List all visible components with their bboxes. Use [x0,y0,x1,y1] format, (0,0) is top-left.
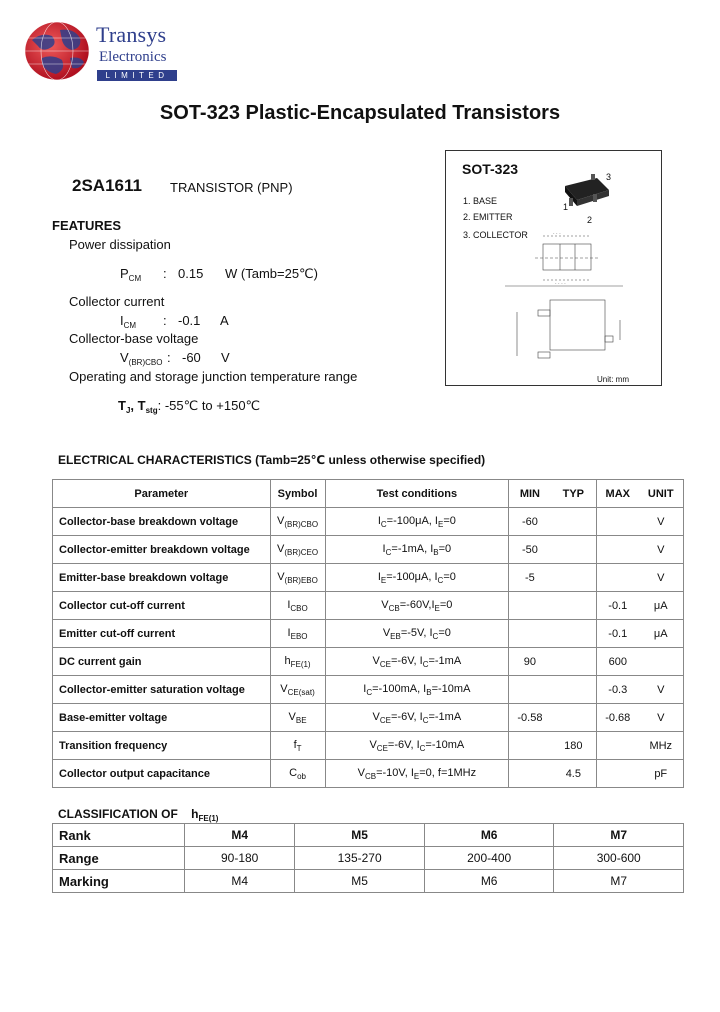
brand-subtitle: Electronics [99,49,167,65]
icm-value: -0.1 [178,313,201,328]
pcm-symbol: $P_{CM}$ [120,266,142,283]
unit-cell: V [638,508,683,536]
rank-label: Rank [53,824,185,847]
typ-cell [551,620,597,648]
table-row [53,676,684,704]
symbol-cell: $V_{CE(sat)}$ [270,676,325,704]
parameter-cell: Collector cut-off current [53,592,271,620]
vcbo-unit: V [221,350,230,365]
symbol-cell: $V_{(BR)EBO}$ [270,564,325,592]
pin-number-1: 1 [563,202,569,212]
header-parameter: Parameter [53,480,271,508]
unit-cell [638,648,683,676]
max-cell: -0.68 [597,704,639,732]
min-cell [509,676,551,704]
electrical-characteristics-heading: ELECTRICAL CHARACTERISTICS (Tamb=25℃ unless otherwise specified) [58,453,486,467]
min-cell [509,592,551,620]
symbol-cell: $I_{CBO}$ [270,592,325,620]
typ-cell [551,648,597,676]
table-row [53,760,684,788]
table-row [53,536,684,564]
table-row [53,704,684,732]
unit-cell: V [638,704,683,732]
class-row-rank [53,824,684,847]
rank-cell: M6 [424,824,554,847]
classification-heading: CLASSIFICATION OF $h_{FE(1)}$ [58,807,219,823]
header-conditions: Test conditions [325,480,509,508]
table-row [53,648,684,676]
typ-cell [551,536,597,564]
parameter-cell: Collector-base breakdown voltage [53,508,271,536]
package-title: SOT-323 [462,161,519,177]
package-unit-note: Unit: mm [597,375,629,384]
range-cell: 300-600 [554,847,684,870]
typ-cell: 180 [551,732,597,760]
typ-cell: 4.5 [551,760,597,788]
conditions-cell: $V_{CE}=-6V$, $I_C=-1mA$ [325,704,509,732]
conditions-cell: $V_{CE}=-6V$, $I_C=-1mA$ [325,648,509,676]
header-max: MAX [597,480,639,508]
unit-cell: μA [638,620,683,648]
table-row [53,564,684,592]
features-heading: FEATURES [52,218,122,233]
parameter-cell: Collector output capacitance [53,760,271,788]
pin-emitter-label: 2. EMITTER [463,212,513,222]
min-cell [509,620,551,648]
min-cell: 90 [509,648,551,676]
parameter-cell: Emitter-base breakdown voltage [53,564,271,592]
min-cell: -50 [509,536,551,564]
brand-name: Transys [96,22,167,47]
header-symbol: Symbol [270,480,325,508]
parameter-cell: Collector-emitter saturation voltage [53,676,271,704]
conditions-cell: $V_{CB}=-60V,I_E=0$ [325,592,509,620]
temperature-range-label: Operating and storage junction temperature range [69,369,358,384]
conditions-cell: $I_C=-1mA$, $I_B=0$ [325,536,509,564]
marking-cell: M6 [424,870,554,893]
svg-text:· · ·: · · · [553,231,561,237]
range-cell: 135-270 [295,847,425,870]
max-cell [597,564,639,592]
typ-cell [551,676,597,704]
max-cell: -0.1 [597,592,639,620]
unit-cell: μA [638,592,683,620]
marking-label: Marking [53,870,185,893]
globe-logo-icon [22,18,92,82]
pin-base-label: 1. BASE [463,196,498,206]
max-cell [597,536,639,564]
symbol-cell: $V_{BE}$ [270,704,325,732]
min-cell: -60 [509,508,551,536]
unit-cell: V [638,676,683,704]
parameter-cell: DC current gain [53,648,271,676]
vcbo-colon: : [167,350,171,365]
icm-colon: : [163,313,167,328]
icm-unit: A [220,313,229,328]
pin-number-2: 2 [587,215,593,225]
max-cell [597,508,639,536]
conditions-cell: $V_{EB}=-5V$, $I_C=0$ [325,620,509,648]
header-typ: TYP [551,480,597,508]
vcbo-value: -60 [182,350,201,365]
rank-cell: M7 [554,824,684,847]
symbol-cell: $I_{EBO}$ [270,620,325,648]
marking-cell: M5 [295,870,425,893]
unit-cell: MHz [638,732,683,760]
min-cell [509,732,551,760]
parameter-cell: Base-emitter voltage [53,704,271,732]
table-row [53,732,684,760]
collector-current-label: Collector current [69,294,165,309]
temperature-range-value: $T_J$, $T_{stg}$: -55℃ to +150℃ [118,398,261,415]
symbol-cell: $V_{(BR)CBO}$ [270,508,325,536]
unit-cell: V [638,564,683,592]
conditions-cell: $V_{CB}=-10V$, $I_E=0$, f=1MHz [325,760,509,788]
document-title: SOT-323 Plastic-Encapsulated Transistors [159,102,561,124]
table-row [53,508,684,536]
symbol-cell: $f_T$ [270,732,325,760]
typ-cell [551,704,597,732]
parameter-cell: Collector-emitter breakdown voltage [53,536,271,564]
table-header-row [53,480,684,508]
parameter-cell: Transition frequency [53,732,271,760]
pcm-value: 0.15 [178,266,204,281]
power-dissipation-label: Power dissipation [69,237,171,252]
symbol-cell: $V_{(BR)CEO}$ [270,536,325,564]
icm-symbol: $I_{CM}$ [120,313,137,330]
part-type: TRANSISTOR (PNP) [170,180,293,195]
range-cell: 200-400 [424,847,554,870]
collector-base-voltage-label: Collector-base voltage [69,331,199,346]
part-number: 2SA1611 [72,176,142,195]
symbol-cell: $h_{FE(1)}$ [270,648,325,676]
pcm-unit: W (Tamb=25℃) [225,266,318,281]
marking-cell: M4 [185,870,295,893]
pin-number-3: 3 [606,172,612,182]
range-label: Range [53,847,185,870]
vcbo-symbol: $V_{(BR)CBO}$ [120,350,163,367]
conditions-cell: $I_E=-100\mu A$, $I_C=0$ [325,564,509,592]
max-cell: 600 [597,648,639,676]
range-cell: 90-180 [185,847,295,870]
parameter-cell: Emitter cut-off current [53,620,271,648]
rank-cell: M4 [185,824,295,847]
unit-cell: pF [638,760,683,788]
conditions-cell: $V_{CE}=-6V$, $I_C=-10mA$ [325,732,509,760]
table-row [53,592,684,620]
electrical-characteristics-table [52,479,684,788]
min-cell: -0.58 [509,704,551,732]
header-unit: UNIT [638,480,683,508]
max-cell: -0.3 [597,676,639,704]
typ-cell [551,592,597,620]
rank-cell: M5 [295,824,425,847]
symbol-cell: $C_{ob}$ [270,760,325,788]
unit-cell: V [638,536,683,564]
conditions-cell: $I_C=-100mA$, $I_B=-10mA$ [325,676,509,704]
svg-text:· · · ·: · · · · [555,281,566,287]
max-cell [597,732,639,760]
class-row-range [53,847,684,870]
max-cell [597,760,639,788]
table-row [53,620,684,648]
pin-collector-label: 3. COLLECTOR [463,230,528,240]
class-row-marking [53,870,684,893]
brand-limited-tag: LIMITED [97,70,177,81]
classification-table [52,823,684,893]
package-dimension-drawing [505,228,630,368]
min-cell [509,760,551,788]
min-cell: -5 [509,564,551,592]
conditions-cell: $I_C=-100\mu A$, $I_E=0$ [325,508,509,536]
max-cell: -0.1 [597,620,639,648]
typ-cell [551,508,597,536]
typ-cell [551,564,597,592]
pcm-colon: : [163,266,167,281]
marking-cell: M7 [554,870,684,893]
header-min: MIN [509,480,551,508]
